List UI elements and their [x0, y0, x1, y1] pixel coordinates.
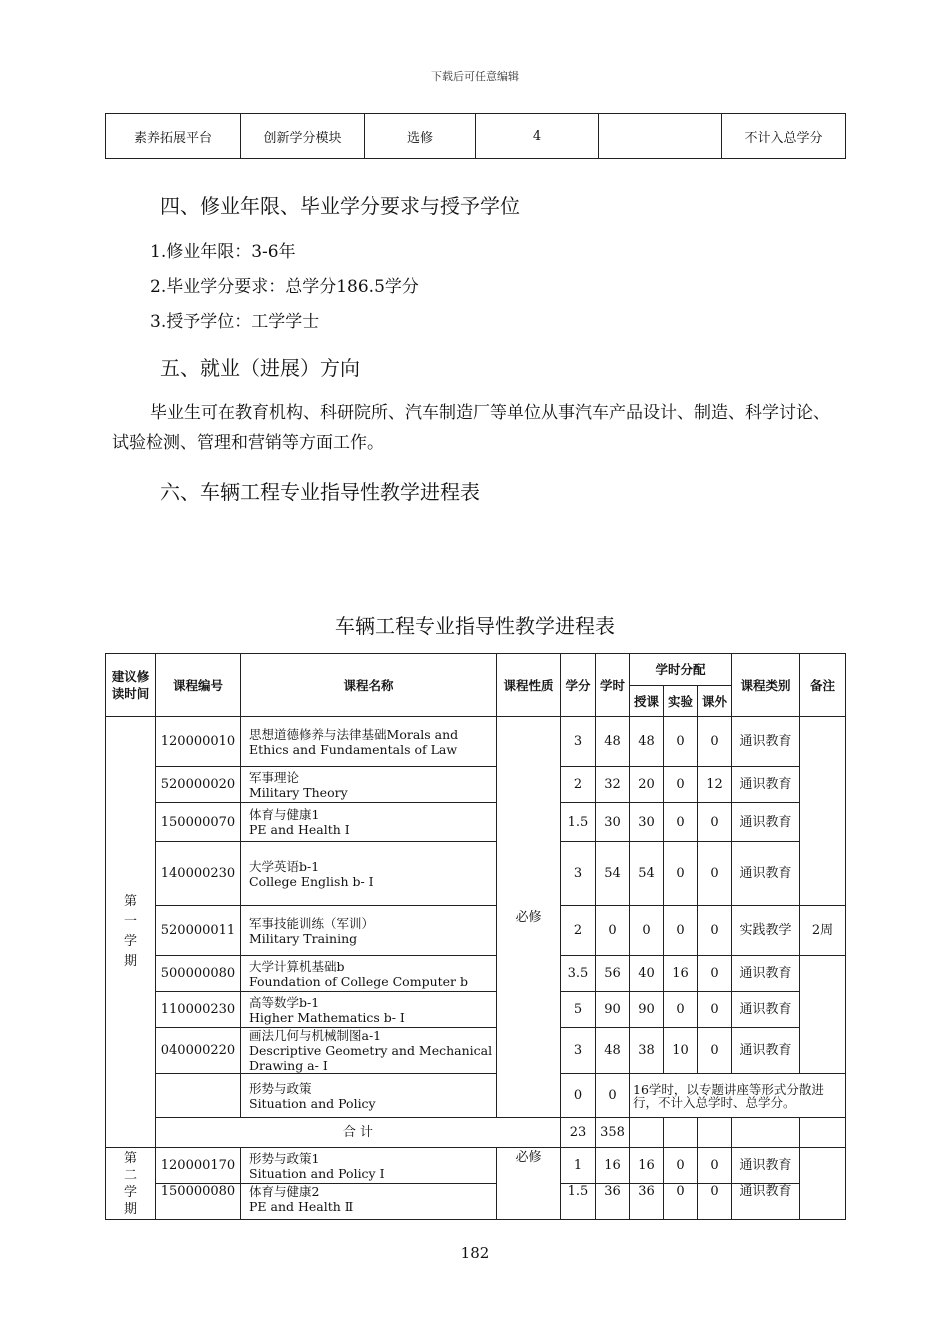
lecture: 90	[630, 992, 664, 1028]
lab: 16	[664, 956, 698, 992]
list-item: 1.修业年限：3-6年	[150, 242, 296, 262]
lecture: 30	[630, 803, 664, 842]
table-row	[106, 1184, 846, 1220]
credit: 1.5	[561, 803, 596, 842]
course-code: 120000010	[156, 717, 241, 767]
empty-cell	[698, 1118, 732, 1148]
course-name-en: Morals and Ethics and Fundamentals of Law	[249, 726, 459, 757]
course-name	[241, 1148, 497, 1184]
header-credit: 学分	[561, 654, 596, 717]
course-name-en: College English b- Ⅰ	[249, 873, 374, 889]
lecture: 16	[630, 1148, 664, 1184]
table-row	[106, 1074, 846, 1118]
course-name	[241, 767, 497, 803]
total-credit: 23	[561, 1118, 596, 1148]
lecture: 54	[630, 842, 664, 906]
extra: 0	[698, 717, 732, 767]
category: 通识教育	[732, 992, 800, 1028]
extra: 0	[698, 1184, 732, 1220]
header-hours: 学时	[596, 654, 630, 717]
table-row	[106, 992, 846, 1028]
course-code: 120000170	[156, 1148, 241, 1184]
course-name	[241, 992, 497, 1028]
table-cell: 创新学分模块	[241, 114, 365, 159]
lab: 0	[664, 1148, 698, 1184]
table-row	[106, 1028, 846, 1074]
lab: 0	[664, 842, 698, 906]
nature-cell: 必修	[497, 1148, 561, 1220]
course-name	[241, 717, 497, 767]
hours: 16	[596, 1148, 630, 1184]
lecture: 38	[630, 1028, 664, 1074]
course-name	[241, 1074, 497, 1118]
extra: 0	[698, 842, 732, 906]
note	[800, 1148, 846, 1220]
section-heading-5: 五、就业（进展）方向	[160, 356, 360, 380]
extra: 0	[698, 1028, 732, 1074]
extra: 0	[698, 803, 732, 842]
merged-note: 16学时，以专题讲座等形式分散进行，不计入总学时、总学分。	[630, 1074, 846, 1118]
table-title: 车辆工程专业指导性教学进程表	[335, 614, 615, 638]
term-1-cell	[106, 717, 156, 1148]
lab: 10	[664, 1028, 698, 1074]
section-paragraph: 毕业生可在教育机构、科研院所、汽车制造厂等单位从事汽车产品设计、制造、科学讨论、试验检测、管理和营销等方面工作。	[112, 403, 830, 453]
table-cell: 选修	[365, 114, 476, 159]
extra: 12	[698, 767, 732, 803]
header-nature: 课程性质	[497, 654, 561, 717]
lab: 0	[664, 992, 698, 1028]
extra: 0	[698, 1148, 732, 1184]
empty-cell	[732, 1118, 800, 1148]
course-name-cn: 军事理论	[249, 769, 300, 785]
hours: 32	[596, 767, 630, 803]
nature-cell: 必修	[497, 717, 561, 1118]
credit: 2	[561, 767, 596, 803]
list-item: 2.毕业学分要求：总学分186.5学分	[150, 277, 419, 297]
hours: 0	[596, 1074, 630, 1118]
course-name	[241, 842, 497, 906]
course-name-en: Higher Mathematics b- I	[249, 1009, 405, 1025]
course-name-en: PE and Health Ⅱ	[249, 1199, 354, 1214]
header-time: 建议修读时间	[106, 654, 156, 717]
table-cell	[599, 114, 722, 159]
course-code: 140000230	[156, 842, 241, 906]
category: 实践教学	[732, 906, 800, 956]
credit: 0	[561, 1074, 596, 1118]
course-name-cn: 高等数学b-1	[249, 994, 320, 1010]
table-row	[106, 717, 846, 767]
table-cell: 不计入总学分	[722, 114, 846, 159]
empty-cell	[630, 1118, 664, 1148]
credit: 1	[561, 1148, 596, 1184]
category: 通识教育	[732, 1184, 800, 1220]
course-name	[241, 803, 497, 842]
extra: 0	[698, 956, 732, 992]
table-row	[106, 906, 846, 956]
course-name-en: Descriptive Geometry and Mechanical Drawing a- I	[249, 1043, 493, 1073]
course-name	[241, 1028, 497, 1074]
header-extra: 课外	[698, 686, 732, 717]
list-item: 3.授予学位：工学学士	[150, 312, 320, 332]
header-category: 课程类别	[732, 654, 800, 717]
table-row	[106, 842, 846, 906]
hours: 48	[596, 717, 630, 767]
lecture: 20	[630, 767, 664, 803]
course-code: 040000220	[156, 1028, 241, 1074]
header-row	[106, 654, 846, 686]
course-code: 150000070	[156, 803, 241, 842]
table-row	[106, 1148, 846, 1184]
category: 通识教育	[732, 1148, 800, 1184]
lab: 0	[664, 767, 698, 803]
note: 2周	[800, 906, 846, 956]
page-header: 下载后可任意编辑	[431, 70, 519, 83]
course-code: 150000080	[156, 1184, 241, 1220]
empty-cell	[664, 1118, 698, 1148]
page-number: 182	[460, 1244, 490, 1262]
table-cell: 素养拓展平台	[106, 114, 241, 159]
credit: 5	[561, 992, 596, 1028]
note	[800, 717, 846, 906]
course-name-cn: 军事技能训练（军训）	[249, 915, 375, 931]
course-name	[241, 1184, 497, 1220]
hours: 54	[596, 842, 630, 906]
course-schedule-table	[105, 653, 846, 1220]
section-heading-4: 四、修业年限、毕业学分要求与授予学位	[160, 194, 520, 218]
term-2-label: 第二学期	[123, 1150, 137, 1217]
hours: 56	[596, 956, 630, 992]
table-cell: 4	[476, 114, 599, 159]
credit: 3.5	[561, 956, 596, 992]
empty-cell	[800, 1118, 846, 1148]
category: 通识教育	[732, 767, 800, 803]
lecture: 0	[630, 906, 664, 956]
header-name: 课程名称	[241, 654, 497, 717]
term-2-cell	[106, 1148, 156, 1220]
course-name	[241, 956, 497, 992]
lab: 0	[664, 906, 698, 956]
course-name-cn: 形势与政策	[249, 1080, 312, 1096]
table-row	[106, 767, 846, 803]
category: 通识教育	[732, 803, 800, 842]
course-code: 500000080	[156, 956, 241, 992]
course-name-cn: 思想道德修养与法律基础	[249, 726, 387, 742]
category: 通识教育	[732, 1028, 800, 1074]
lecture: 40	[630, 956, 664, 992]
extra: 0	[698, 906, 732, 956]
course-name-cn: 画法几何与机械制图a-1	[249, 1028, 382, 1043]
course-name-en: PE and Health Ⅰ	[249, 822, 350, 837]
hours: 0	[596, 906, 630, 956]
term-1-label: 第一学期	[123, 894, 137, 969]
hours: 36	[596, 1184, 630, 1220]
note	[800, 956, 846, 1074]
table-row	[106, 956, 846, 992]
course-code: 110000230	[156, 992, 241, 1028]
top-table	[105, 113, 846, 159]
hours: 48	[596, 1028, 630, 1074]
course-name-cn: 形势与政策1	[249, 1150, 320, 1166]
total-hours: 358	[596, 1118, 630, 1148]
course-name-en: Military Training	[249, 930, 358, 946]
credit: 1.5	[561, 1184, 596, 1220]
course-name-en: Military Theory	[249, 784, 348, 800]
extra: 0	[698, 992, 732, 1028]
course-name-cn: 大学英语b-1	[249, 858, 320, 874]
header-code: 课程编号	[156, 654, 241, 717]
hours: 30	[596, 803, 630, 842]
lecture: 36	[630, 1184, 664, 1220]
category: 通识教育	[732, 717, 800, 767]
course-name-cn: 体育与健康2	[249, 1184, 320, 1199]
lecture: 48	[630, 717, 664, 767]
total-label: 合 计	[156, 1118, 561, 1148]
course-code	[156, 1074, 241, 1118]
credit: 2	[561, 906, 596, 956]
lab: 0	[664, 717, 698, 767]
header-note: 备注	[800, 654, 846, 717]
course-code: 520000020	[156, 767, 241, 803]
table-row	[106, 114, 846, 159]
course-code: 520000011	[156, 906, 241, 956]
section-heading-6: 六、车辆工程专业指导性教学进程表	[160, 480, 480, 504]
credit: 3	[561, 842, 596, 906]
table-row	[106, 803, 846, 842]
course-name	[241, 906, 497, 956]
course-name-en: Situation and Policy	[249, 1095, 376, 1111]
category: 通识教育	[732, 956, 800, 992]
credit: 3	[561, 717, 596, 767]
header-lecture: 授课	[630, 686, 664, 717]
course-name-cn: 大学计算机基础b	[249, 958, 345, 974]
lab: 0	[664, 803, 698, 842]
course-name-en: Situation and Policy Ⅰ	[249, 1165, 385, 1181]
course-name-en: Foundation of College Computer b	[249, 973, 468, 989]
lab: 0	[664, 1184, 698, 1220]
hours: 90	[596, 992, 630, 1028]
header-dist: 学时分配	[630, 654, 732, 686]
course-name-cn: 体育与健康1	[249, 807, 320, 822]
header-lab: 实验	[664, 686, 698, 717]
credit: 3	[561, 1028, 596, 1074]
category: 通识教育	[732, 842, 800, 906]
total-row	[106, 1118, 846, 1148]
